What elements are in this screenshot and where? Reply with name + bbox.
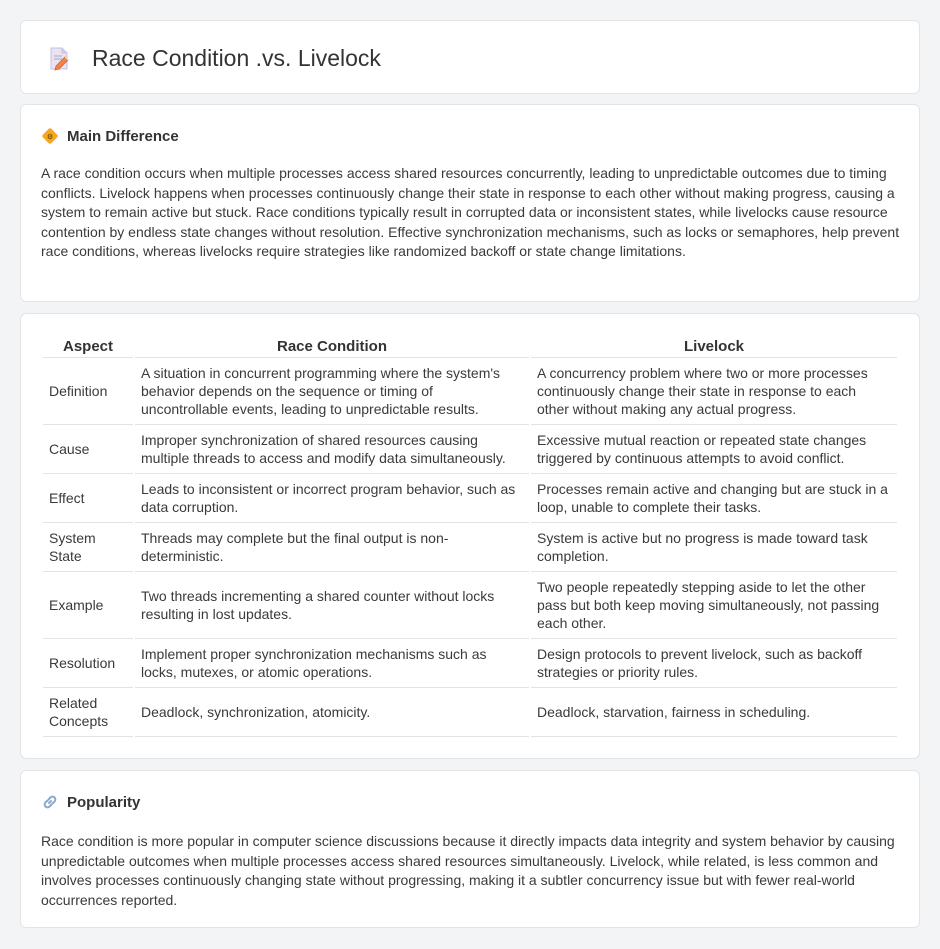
main-difference-header [41,127,179,145]
popularity-header [41,793,140,811]
row-race-condition: Implement proper synchronization mechanisms such as locks, mutexes, or atomic operations. [135,639,529,688]
row-livelock: Excessive mutual reaction or repeated state changes triggered by continuous attempts to avoid conflict. [531,425,897,474]
row-race-condition: Two threads incrementing a shared counter without locks resulting in lost updates. [135,572,529,639]
row-race-condition: Threads may complete but the final output is non-deterministic. [135,523,529,572]
main-difference-card [20,104,920,302]
row-aspect: Related Concepts [43,688,133,737]
link-icon [41,793,59,811]
title-card [20,20,920,94]
comparison-card [20,313,920,759]
popularity-heading: Popularity [67,793,141,811]
page-title: Race Condition .vs. Livelock [92,45,381,71]
table-row [43,358,897,425]
row-livelock: Two people repeatedly stepping aside to let the other pass but both keep moving simultaneously, not passing each other. [531,572,897,639]
column-header-race-condition: Race Condition [135,334,529,358]
table-row [43,474,897,523]
row-race-condition: Improper synchronization of shared resources causing multiple threads to access and modify data simultaneously. [135,425,529,474]
row-race-condition: A situation in concurrent programming where the system's behavior depends on the sequence or timing of uncontrollable events, leading to unpredictable results. [135,358,529,425]
row-livelock: Deadlock, starvation, fairness in scheduling. [531,688,897,737]
table-header-row [43,334,897,358]
main-difference-text: A race condition occurs when multiple processes access shared resources concurrently, leading to unpredictable outcomes due to timing conflicts. Livelock happens when processes continuously change their state in response to each other without making progress, causing a system to remain active but stuck. Race conditions typically result in corrupted data or inconsistent states, while livelocks cause resource contention by endless state changes without resolution. Effective synchronization mechanisms, such as locks or semaphores, help prevent race conditions, whereas livelocks require strategies like randomized backoff or state change limitations. [41,165,900,259]
row-aspect: Effect [43,474,133,523]
table-row [43,572,897,639]
popularity-text: Race condition is more popular in computer science discussions because it directly impacts data integrity and system behavior by causing unpredictable outcomes when multiple processes access shared resources simultaneously. Livelock, while related, is less common and involves processes continuously changing state without progressing, making it a subtler concurrency issue but with fewer real-world occurrences reported. [41,833,895,908]
diamond-sign-icon [41,127,59,145]
row-livelock: System is active but no progress is made toward task completion. [531,523,897,572]
table-row [43,425,897,474]
table-row [43,688,897,737]
row-race-condition: Deadlock, synchronization, atomicity. [135,688,529,737]
table-row [43,639,897,688]
row-livelock: Design protocols to prevent livelock, such as backoff strategies or priority rules. [531,639,897,688]
row-aspect: Definition [43,358,133,425]
row-aspect: Resolution [43,639,133,688]
row-livelock: Processes remain active and changing but are stuck in a loop, unable to complete their tasks. [531,474,897,523]
main-difference-heading: Main Difference [67,127,179,145]
column-header-livelock: Livelock [531,334,897,358]
document-edit-icon [48,47,70,71]
comparison-table [41,334,899,737]
row-aspect: System State [43,523,133,572]
table-row [43,523,897,572]
column-header-aspect: Aspect [43,334,133,358]
row-aspect: Cause [43,425,133,474]
popularity-card [20,770,920,928]
row-livelock: A concurrency problem where two or more processes continuously change their state in response to each other without making any actual progress. [531,358,897,425]
row-aspect: Example [43,572,133,639]
svg-text:⚙: ⚙ [46,133,54,141]
row-race-condition: Leads to inconsistent or incorrect program behavior, such as data corruption. [135,474,529,523]
